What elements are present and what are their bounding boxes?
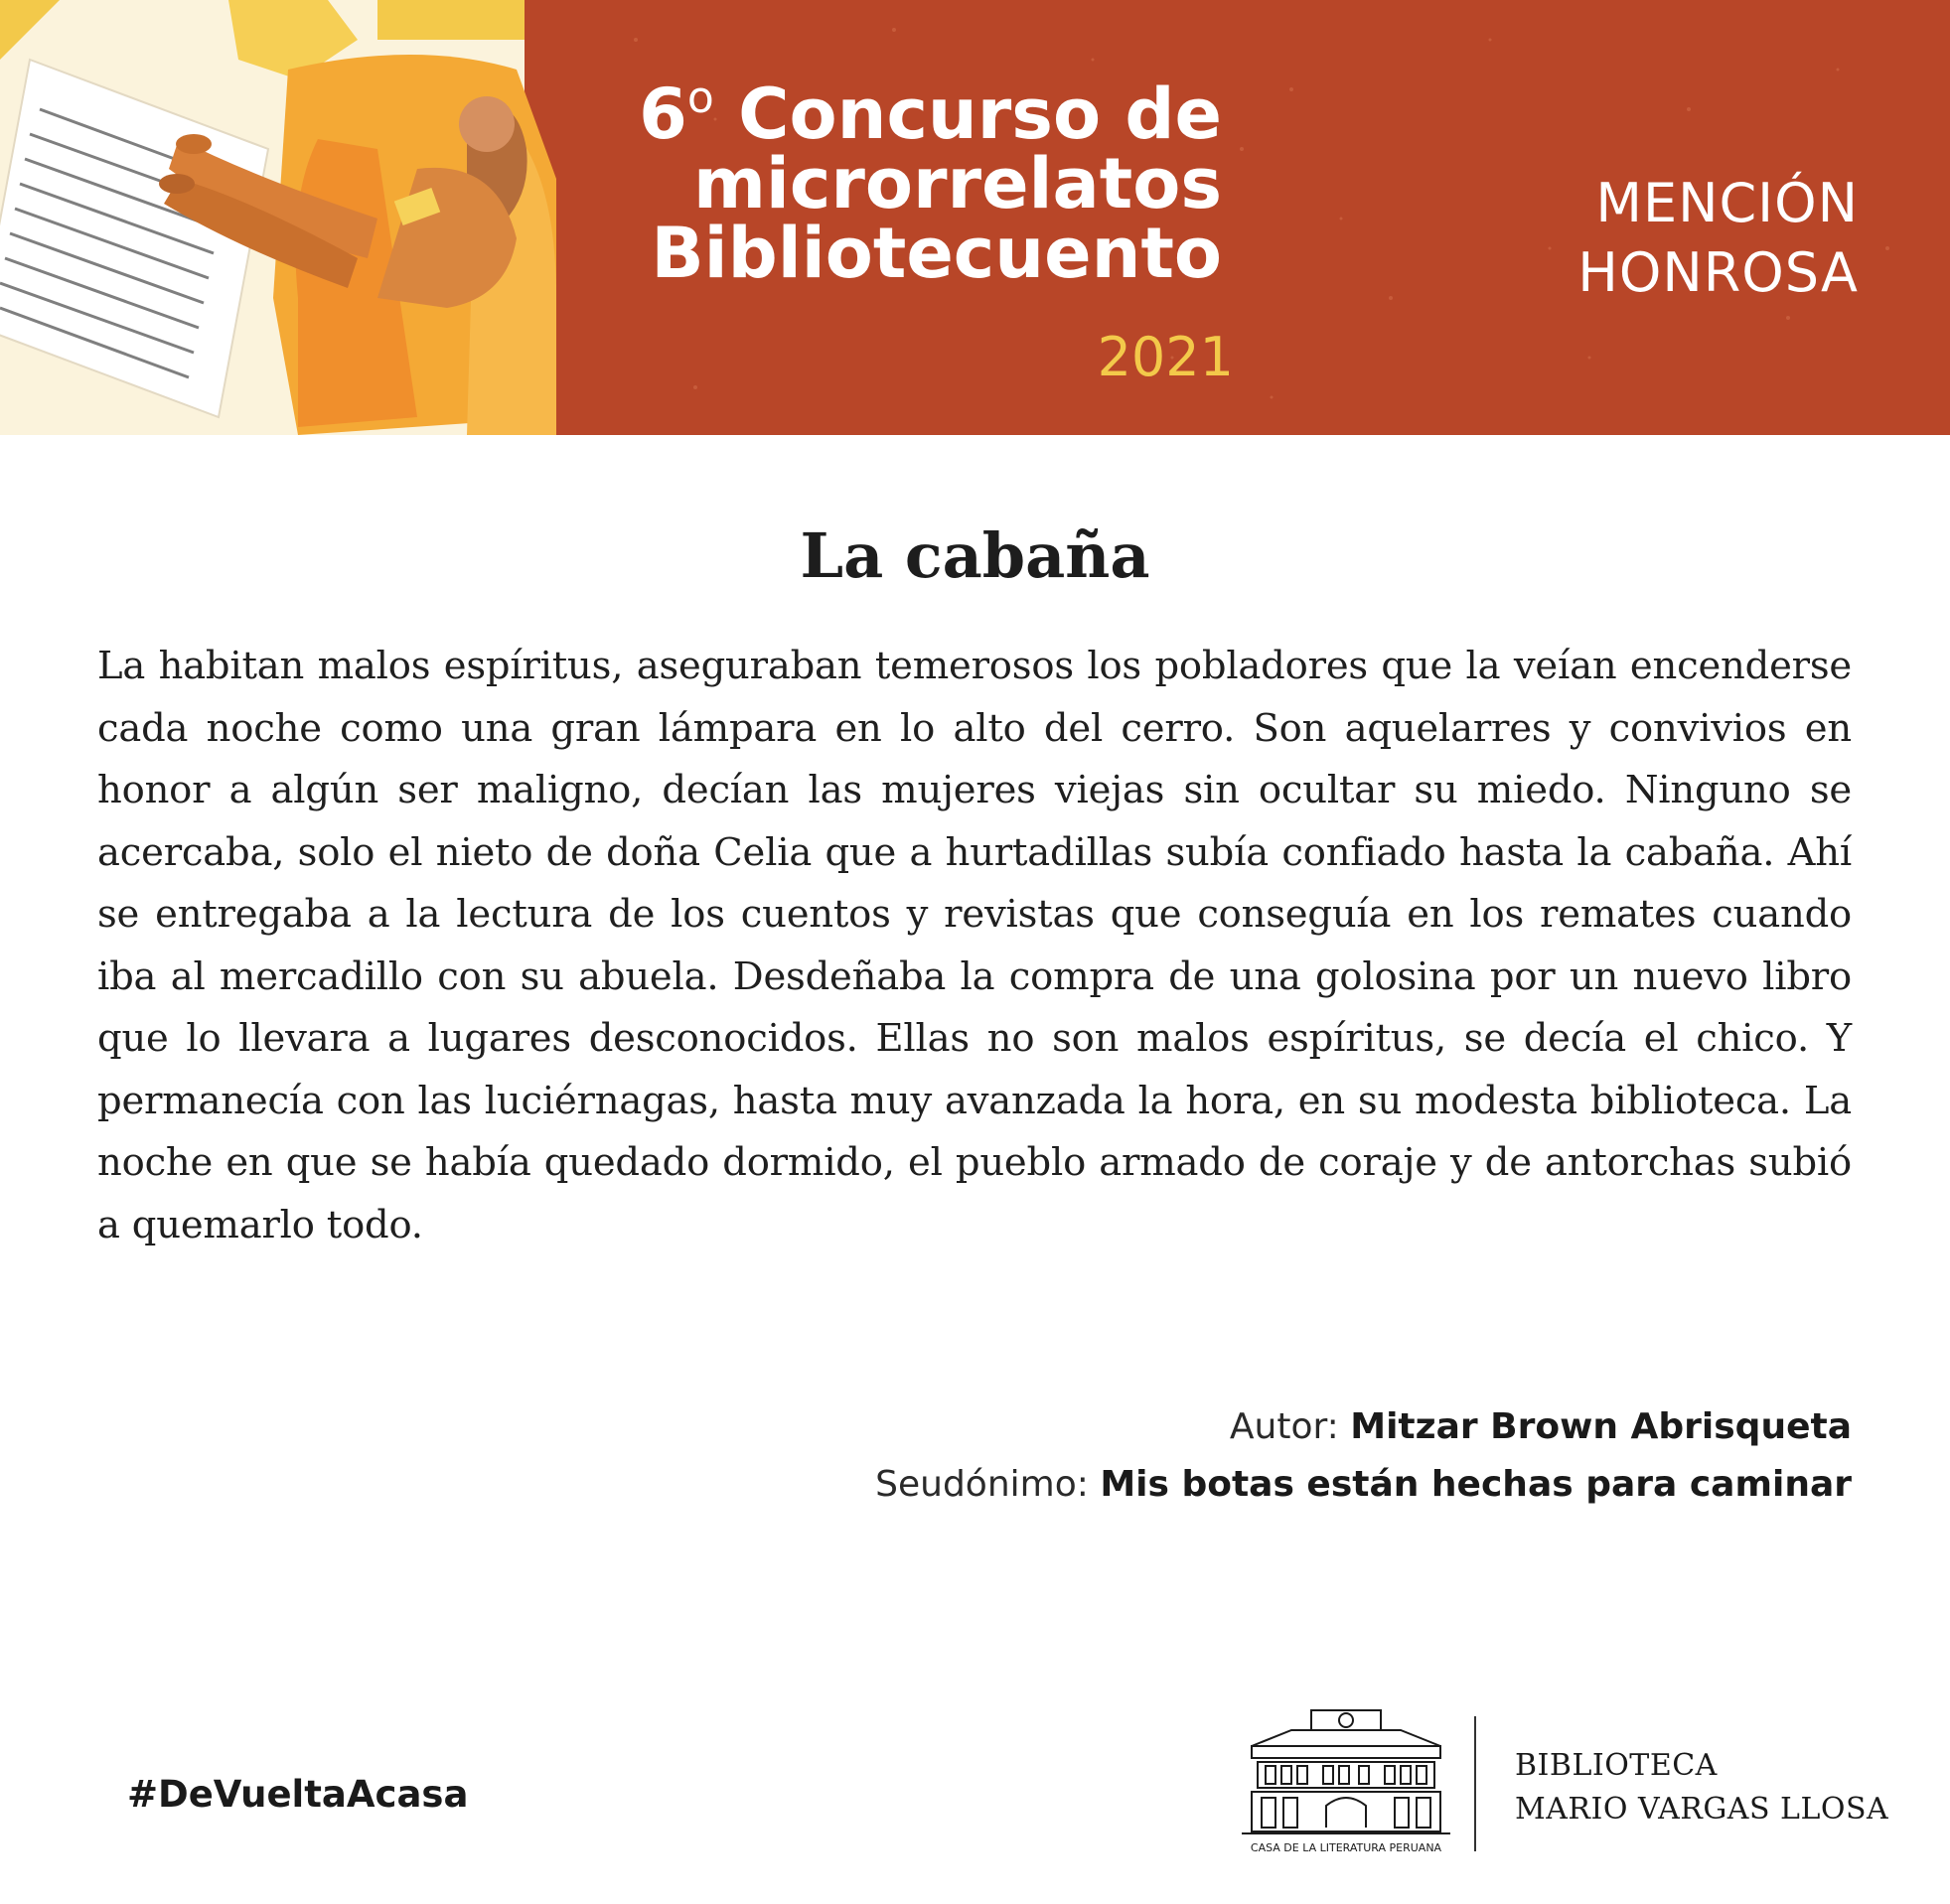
header-banner [0,0,1950,435]
contest-line-1: Concurso de [738,73,1222,155]
casa-literatura-building-logo [1232,1706,1460,1855]
contest-ordinal: o [686,73,714,123]
credits [875,1398,1852,1514]
pseudonym-credit [875,1456,1852,1514]
woman-reading-in-armchair-icon [0,0,596,435]
pseudonym-name: Mis botas están hechas para caminar [1100,1464,1852,1505]
contest-line-3: Bibliotecuento [651,213,1222,294]
contest-line-2: microrrelatos [692,143,1222,224]
author-credit [875,1398,1852,1456]
library-name [1515,1744,1888,1831]
award-line-1: MENCIÓN [1595,172,1859,234]
hashtag: #DeVueltaAcasa [127,1773,469,1816]
author-name: Mitzar Brown Abrisqueta [1350,1406,1852,1447]
story-body: La habitan malos espíritus, aseguraban temerosos los pobladores que la veían encenderse cada noche como una gran lámpara en lo alto del cerro. Son aquelarres y convivios en honor a algún ser maligno, decían las mujeres viejas sin ocultar su miedo. Ninguno se acercaba, solo el nieto de doña Celia que a hurtadillas subía confiado hasta la cabaña. Ahí se entregaba a la lectura de los cuentos y revistas que conseguía en los remates cuando iba al mercadillo con su abuela. Desdeñaba la compra de una golosina por un nuevo libro que lo llevara a lugares desconocidos. Ellas no son malos espíritus, se decía el chico. Y permanecía con las luciérnagas, hasta muy avanzada la hora, en su modesta biblioteca. La noche en que se había quedado dormido, el pueblo armado de coraje y de antorchas subió a quemarlo todo. [97,644,1852,1247]
author-label: Autor: [1229,1406,1339,1447]
contest-number: 6 [639,73,687,155]
contest-year: 2021 [1097,326,1234,388]
library-line-1: BIBLIOTECA [1515,1748,1718,1783]
pseudonym-label: Seudónimo: [875,1464,1089,1505]
library-line-2: MARIO VARGAS LLOSA [1515,1792,1889,1827]
award-line-2: HONROSA [1577,241,1859,304]
award-label [1577,169,1859,308]
logo-caption: CASA DE LA LITERATURA PERUANA [1250,1841,1442,1854]
story-title: La cabaña [800,519,1150,592]
contest-title [639,73,1222,294]
logo-divider [1474,1716,1476,1851]
